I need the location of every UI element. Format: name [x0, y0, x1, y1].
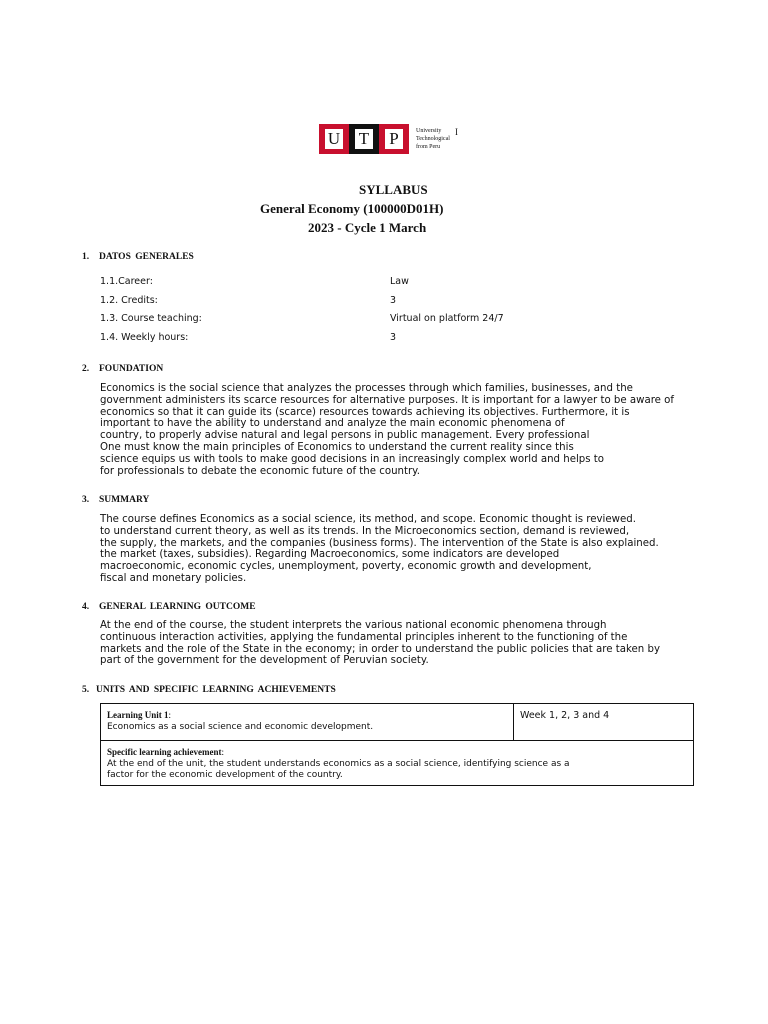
doc-title: SYLLABUS [359, 182, 428, 197]
general-value: 3 [390, 295, 397, 306]
general-label: 1.4. Weekly hours: [100, 332, 189, 343]
units-table [100, 703, 694, 786]
weeks-cell: Week 1, 2, 3 and 4 [514, 704, 694, 741]
logo-box-p: P [379, 124, 409, 154]
section-heading-learning-outcome: 4. GENERAL LEARNING OUTCOME [82, 602, 256, 612]
logo-box-u: U [319, 124, 349, 154]
section-heading-summary: 3. SUMMARY [82, 495, 150, 505]
course-title: General Economy (100000D01H) [260, 201, 444, 216]
section-heading-foundation: 2. FOUNDATION [82, 364, 164, 374]
learning-outcome-paragraph: At the end of the course, the student interprets the various national economic phenomena through continuous interaction activities, applying the fundamental principles inherent to the functioning of the markets and the role of the State in the economy; in order to understand the public policies that are taken by part of the government for the development of Peruvian society. [100, 620, 660, 667]
foundation-paragraph: Economics is the social science that analyzes the processes through which families, businesses, and the government administers its scarce resources for alternative purposes. It is important for a lawyer to be aware of economics so that it can guide its (scarce) resources towards achieving its objectives. Furthermore, it is important to have the ability to understand and analyze the main economic phenomena of country, to properly advise natural and legal persons in public management. Every professional One must know the main principles of Economics to understand the current reality since this science equips us with tools to make good decisions in an increasingly complex world and helps to for professionals to debate the economic future of the country. [100, 383, 675, 477]
general-label: 1.2. Credits: [100, 295, 158, 306]
general-label: 1.1.Career: [100, 276, 153, 287]
cycle-title: 2023 - Cycle 1 March [308, 220, 427, 235]
achievement-cell: Specific learning achievement: At the end of the unit, the student understands economics as a social science, identifying science as a factor for the economic development of the country. [101, 741, 694, 786]
table-row [101, 704, 694, 741]
logo-mark: I [455, 127, 458, 137]
unit-cell: Learning Unit 1: Economics as a social science and economic development. [101, 704, 514, 741]
logo-box-t: T [349, 124, 379, 154]
logo-text: University Technological from Peru [416, 128, 450, 150]
general-value: 3 [390, 332, 397, 343]
table-row [101, 741, 694, 786]
general-value: Virtual on platform 24/7 [390, 313, 504, 324]
general-label: 1.3. Course teaching: [100, 313, 202, 324]
general-value: Law [390, 276, 409, 287]
unit-description: Economics as a social science and economic development. [107, 722, 374, 732]
section-heading-general-data: 1. DATOS GENERALES [82, 252, 194, 262]
utp-logo [319, 124, 409, 154]
section-heading-units: 5. UNITS AND SPECIFIC LEARNING ACHIEVEMENTS [82, 685, 336, 695]
summary-paragraph: The course defines Economics as a social science, its method, and scope. Economic thought is reviewed. to understand current theory, as well as its trends. In the Microeconomics section, demand is reviewed, the supply, the markets, and the companies (business forms). The intervention of the State is also explained. the market (taxes, subsidies). Regarding Macroeconomics, some indicators are developed macroeconomic, economic cycles, unemployment, poverty, economic growth and development, fiscal and monetary policies. [100, 514, 659, 584]
